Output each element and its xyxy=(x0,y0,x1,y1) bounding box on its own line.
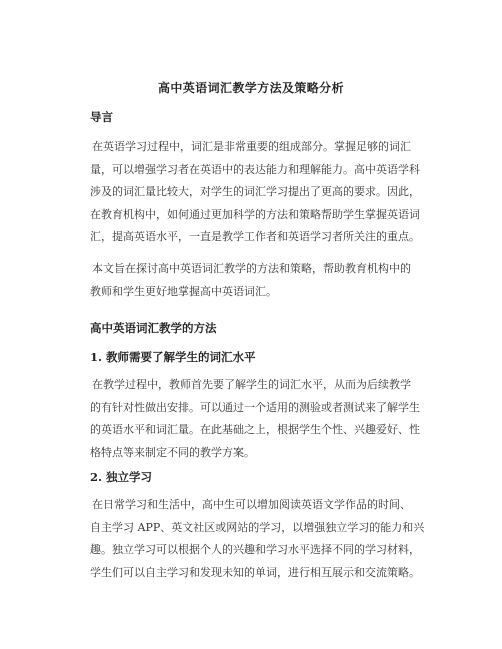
document-title: 高中英语词汇教学方法及策略分析 xyxy=(157,81,344,95)
section-heading-method-2: 2. 独立学习 xyxy=(90,470,153,484)
paragraph-line: 涉及的词汇量比较大，对学生的词汇学习提出了更高的要求。因此， xyxy=(90,185,420,199)
intro-paragraph-1 xyxy=(90,136,420,249)
paragraph-line: 的英语水平和词汇量。在此基础之上，根据学生个性、兴趣爱好、性 xyxy=(90,423,420,437)
section-heading-method-1: 1. 教师需要了解学生的词汇水平 xyxy=(90,350,256,364)
paragraph-line: 本文旨在探讨高中英语词汇教学的方法和策略，帮助教育机构中的 xyxy=(92,262,411,275)
paragraph-line: 在英语学习过程中，词汇是非常重要的组成部分。掌握足够的词汇 xyxy=(92,140,411,153)
section-heading-methods: 高中英语词汇教学的方法 xyxy=(90,321,217,335)
paragraph-line: 趣。独立学习可以根据个人的兴趣和学习水平选择不同的学习材料， xyxy=(90,543,420,557)
paragraph-line: 学生们可以自主学习和发现未知的单词，进行相互展示和交流策略。 xyxy=(90,565,420,579)
section-heading-intro: 导言 xyxy=(90,110,113,124)
paragraph-line: 汇，提高英语水平，一直是教学工作者和英语学习者所关注的重点。 xyxy=(90,230,420,244)
paragraph-line: 教师和学生更好地掌握高中英语词汇。 xyxy=(90,284,277,298)
paragraph-line: 的有针对性做出安排。可以通过一个适用的测验或者测试来了解学生 xyxy=(90,400,420,414)
paragraph-line: 在教学过程中，教师首先要了解学生的词汇水平，从而为后续教学 xyxy=(92,378,411,391)
paragraph-line: 量，可以增强学习者在英语中的表达能力和理解能力。高中英语学科 xyxy=(90,162,420,176)
paragraph-line: 自主学习 APP、英文社区或网站的学习，以增强独立学习的能力和兴 xyxy=(90,520,425,534)
intro-paragraph-2 xyxy=(90,258,410,303)
paragraph-line: 在教育机构中，如何通过更加科学的方法和策略帮助学生掌握英语词 xyxy=(90,207,420,221)
paragraph-line: 在日常学习和生活中，高中生可以增加阅读英语文学作品的时间、 xyxy=(92,498,411,511)
paragraph-line: 格特点等来制定不同的教学方案。 xyxy=(90,445,255,459)
method-2-paragraph xyxy=(90,494,425,584)
method-1-paragraph xyxy=(90,374,420,464)
